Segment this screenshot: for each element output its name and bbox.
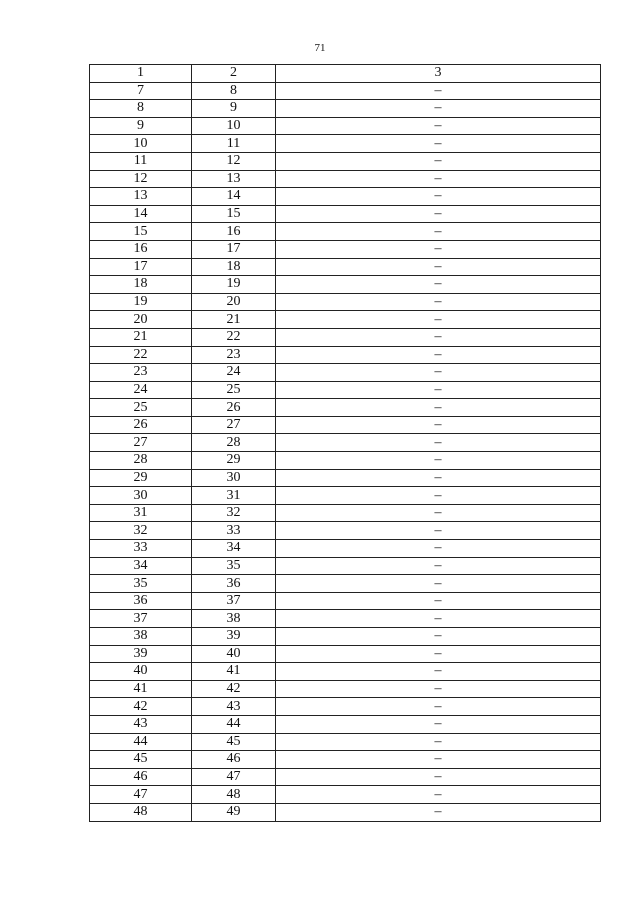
table-row: [90, 205, 601, 223]
table-cell-col-2: 47: [192, 768, 276, 786]
table-cell-col-3: –: [276, 575, 601, 593]
table-row: [90, 328, 601, 346]
table-cell-col-2: 17: [192, 240, 276, 258]
table-row: [90, 715, 601, 733]
header-cell: 1: [90, 65, 192, 83]
table-cell-col-1: 35: [90, 575, 192, 593]
table-row: [90, 751, 601, 769]
table-body: [90, 65, 601, 822]
table-cell-col-1: 37: [90, 610, 192, 628]
table-cell-col-3: –: [276, 188, 601, 206]
table-cell-col-1: 17: [90, 258, 192, 276]
table-cell-col-3: –: [276, 751, 601, 769]
table-cell-col-2: 14: [192, 188, 276, 206]
table-cell-col-1: 22: [90, 346, 192, 364]
table-row: [90, 311, 601, 329]
table-cell-col-2: 26: [192, 399, 276, 417]
data-table: [89, 64, 601, 822]
table-cell-col-1: 34: [90, 557, 192, 575]
table-row: [90, 610, 601, 628]
table-row: [90, 364, 601, 382]
table-cell-col-3: –: [276, 434, 601, 452]
table-cell-col-2: 10: [192, 117, 276, 135]
table-cell-col-3: –: [276, 205, 601, 223]
table-cell-col-1: 32: [90, 522, 192, 540]
table-cell-col-2: 21: [192, 311, 276, 329]
table-cell-col-3: –: [276, 452, 601, 470]
table-cell-col-2: 20: [192, 293, 276, 311]
table-row: [90, 645, 601, 663]
table-cell-col-2: 23: [192, 346, 276, 364]
table-row: [90, 293, 601, 311]
table-cell-col-2: 19: [192, 276, 276, 294]
table-row: [90, 469, 601, 487]
table-cell-col-2: 12: [192, 152, 276, 170]
table-cell-col-3: –: [276, 628, 601, 646]
table-row: [90, 803, 601, 821]
table-cell-col-2: 34: [192, 540, 276, 558]
table-cell-col-3: –: [276, 540, 601, 558]
table-row: [90, 170, 601, 188]
table-cell-col-2: 8: [192, 82, 276, 100]
table-cell-col-3: –: [276, 328, 601, 346]
table-cell-col-3: –: [276, 786, 601, 804]
table-cell-col-3: –: [276, 258, 601, 276]
table-cell-col-3: –: [276, 152, 601, 170]
table-cell-col-3: –: [276, 645, 601, 663]
table-row: [90, 628, 601, 646]
table-cell-col-1: 23: [90, 364, 192, 382]
table-cell-col-1: 26: [90, 416, 192, 434]
table-cell-col-2: 22: [192, 328, 276, 346]
table-cell-col-2: 49: [192, 803, 276, 821]
table-cell-col-2: 29: [192, 452, 276, 470]
table-cell-col-3: –: [276, 592, 601, 610]
table-row: [90, 698, 601, 716]
table-row: [90, 82, 601, 100]
table-cell-col-2: 36: [192, 575, 276, 593]
table-cell-col-2: 31: [192, 487, 276, 505]
table-cell-col-3: –: [276, 663, 601, 681]
table-cell-col-1: 33: [90, 540, 192, 558]
table-cell-col-3: –: [276, 293, 601, 311]
table-cell-col-3: –: [276, 240, 601, 258]
table-cell-col-1: 46: [90, 768, 192, 786]
table-cell-col-3: –: [276, 276, 601, 294]
table-cell-col-1: 36: [90, 592, 192, 610]
table-cell-col-1: 7: [90, 82, 192, 100]
table-row: [90, 258, 601, 276]
table-cell-col-3: –: [276, 346, 601, 364]
table-cell-col-2: 25: [192, 381, 276, 399]
table-cell-col-3: –: [276, 135, 601, 153]
table-cell-col-3: –: [276, 223, 601, 241]
table-cell-col-1: 15: [90, 223, 192, 241]
table-cell-col-3: –: [276, 416, 601, 434]
table-row: [90, 381, 601, 399]
table-cell-col-2: 48: [192, 786, 276, 804]
table-cell-col-3: –: [276, 469, 601, 487]
table-cell-col-2: 32: [192, 504, 276, 522]
table-cell-col-1: 16: [90, 240, 192, 258]
table-row: [90, 100, 601, 118]
table-cell-col-1: 41: [90, 680, 192, 698]
table-cell-col-1: 13: [90, 188, 192, 206]
table-cell-col-2: 9: [192, 100, 276, 118]
table-cell-col-1: 25: [90, 399, 192, 417]
header-row: [90, 65, 601, 83]
table-row: [90, 540, 601, 558]
table-cell-col-3: –: [276, 117, 601, 135]
table-cell-col-2: 40: [192, 645, 276, 663]
table-cell-col-1: 12: [90, 170, 192, 188]
table-cell-col-2: 16: [192, 223, 276, 241]
table-cell-col-2: 42: [192, 680, 276, 698]
table-cell-col-3: –: [276, 311, 601, 329]
table-row: [90, 135, 601, 153]
table-row: [90, 434, 601, 452]
table-row: [90, 416, 601, 434]
table-row: [90, 399, 601, 417]
table-cell-col-1: 44: [90, 733, 192, 751]
table-row: [90, 452, 601, 470]
table-cell-col-3: –: [276, 803, 601, 821]
table-cell-col-3: –: [276, 399, 601, 417]
table-row: [90, 663, 601, 681]
table-row: [90, 346, 601, 364]
table-cell-col-1: 28: [90, 452, 192, 470]
table-cell-col-3: –: [276, 522, 601, 540]
table-cell-col-2: 24: [192, 364, 276, 382]
table-row: [90, 240, 601, 258]
table-cell-col-2: 44: [192, 715, 276, 733]
table-cell-col-3: –: [276, 698, 601, 716]
table-cell-col-2: 33: [192, 522, 276, 540]
table-cell-col-3: –: [276, 733, 601, 751]
table-cell-col-2: 18: [192, 258, 276, 276]
table-cell-col-2: 15: [192, 205, 276, 223]
table-cell-col-1: 47: [90, 786, 192, 804]
table-cell-col-2: 46: [192, 751, 276, 769]
table-row: [90, 786, 601, 804]
table-cell-col-2: 28: [192, 434, 276, 452]
table-row: [90, 575, 601, 593]
table-cell-col-1: 31: [90, 504, 192, 522]
table-cell-col-1: 48: [90, 803, 192, 821]
table-cell-col-2: 39: [192, 628, 276, 646]
table-cell-col-2: 30: [192, 469, 276, 487]
table-row: [90, 152, 601, 170]
table-cell-col-1: 9: [90, 117, 192, 135]
table-cell-col-1: 14: [90, 205, 192, 223]
table-cell-col-1: 40: [90, 663, 192, 681]
table-cell-col-2: 11: [192, 135, 276, 153]
table-cell-col-3: –: [276, 557, 601, 575]
table-row: [90, 223, 601, 241]
table-row: [90, 504, 601, 522]
table-row: [90, 487, 601, 505]
header-cell: 3: [276, 65, 601, 83]
table-cell-col-1: 42: [90, 698, 192, 716]
table-cell-col-1: 19: [90, 293, 192, 311]
table-cell-col-3: –: [276, 82, 601, 100]
table-row: [90, 117, 601, 135]
table-cell-col-1: 10: [90, 135, 192, 153]
table-row: [90, 557, 601, 575]
table-cell-col-2: 35: [192, 557, 276, 575]
table-cell-col-3: –: [276, 680, 601, 698]
table-cell-col-1: 24: [90, 381, 192, 399]
table-cell-col-1: 30: [90, 487, 192, 505]
header-cell: 2: [192, 65, 276, 83]
table-cell-col-3: –: [276, 487, 601, 505]
table-cell-col-2: 41: [192, 663, 276, 681]
table-cell-col-3: –: [276, 170, 601, 188]
table-row: [90, 680, 601, 698]
table-row: [90, 768, 601, 786]
table-cell-col-3: –: [276, 610, 601, 628]
table-cell-col-1: 11: [90, 152, 192, 170]
page-number: 71: [314, 42, 326, 54]
table-cell-col-1: 21: [90, 328, 192, 346]
table-cell-col-1: 18: [90, 276, 192, 294]
table-cell-col-3: –: [276, 768, 601, 786]
table-cell-col-2: 43: [192, 698, 276, 716]
table-cell-col-1: 27: [90, 434, 192, 452]
table-row: [90, 592, 601, 610]
table-cell-col-1: 29: [90, 469, 192, 487]
table-cell-col-3: –: [276, 381, 601, 399]
table-cell-col-3: –: [276, 504, 601, 522]
table-cell-col-1: 39: [90, 645, 192, 663]
table-cell-col-3: –: [276, 364, 601, 382]
table-cell-col-2: 13: [192, 170, 276, 188]
table-cell-col-3: –: [276, 715, 601, 733]
table-cell-col-1: 8: [90, 100, 192, 118]
table-cell-col-1: 43: [90, 715, 192, 733]
table-row: [90, 276, 601, 294]
table-cell-col-1: 38: [90, 628, 192, 646]
table-cell-col-2: 45: [192, 733, 276, 751]
table-cell-col-2: 37: [192, 592, 276, 610]
table-cell-col-3: –: [276, 100, 601, 118]
table-cell-col-1: 45: [90, 751, 192, 769]
table-row: [90, 522, 601, 540]
table-cell-col-2: 38: [192, 610, 276, 628]
table-cell-col-2: 27: [192, 416, 276, 434]
table-row: [90, 188, 601, 206]
table-cell-col-1: 20: [90, 311, 192, 329]
table-row: [90, 733, 601, 751]
